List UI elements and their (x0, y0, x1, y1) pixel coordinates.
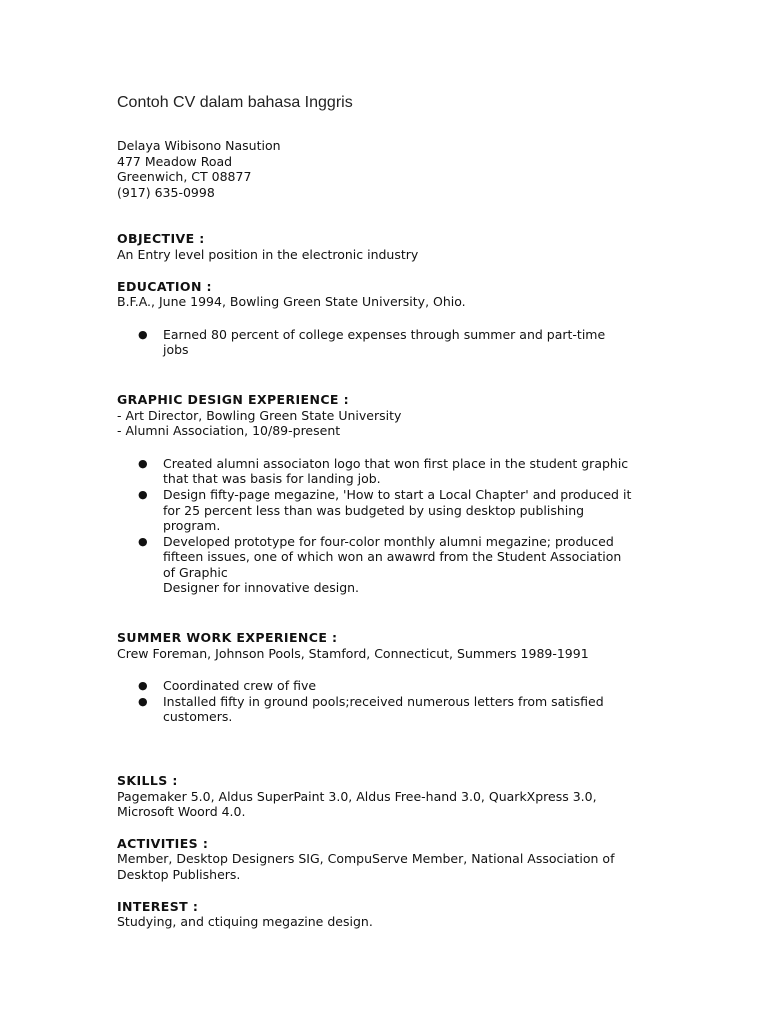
education-section (117, 279, 657, 358)
contact-block (117, 138, 657, 200)
list-item-line: Created alumni associaton logo that won first place in the student graphic (163, 455, 629, 471)
cv-document (117, 93, 657, 930)
list-item (138, 455, 657, 487)
list-item-line: for 25 percent less than was budgeted by using desktop publishing (163, 502, 585, 518)
bullet-icon: ● (138, 694, 148, 708)
summer-work-text: Crew Foreman, Johnson Pools, Stamford, Connecticut, Summers 1989-1991 (117, 645, 589, 661)
list-item-line: of Graphic (163, 564, 228, 580)
objective-heading: OBJECTIVE : (117, 231, 205, 247)
graphic-design-bullet-list (117, 456, 657, 596)
activities-line: Member, Desktop Designers SIG, CompuServe Member, National Association of (117, 851, 615, 867)
list-item (138, 486, 657, 534)
document-title: Contoh CV dalam bahasa Inggris (117, 94, 353, 111)
graphic-design-line: - Art Director, Bowling Green State University (117, 407, 402, 423)
bullet-icon: ● (138, 534, 148, 548)
contact-city: Greenwich, CT 08877 (117, 169, 252, 185)
summer-work-section (117, 630, 657, 725)
list-item (138, 326, 657, 358)
list-item-line: Earned 80 percent of college expenses through summer and part-time (163, 326, 606, 342)
skills-heading: SKILLS : (117, 773, 178, 789)
activities-heading: ACTIVITIES : (117, 835, 209, 851)
skills-line: Pagemaker 5.0, Aldus SuperPaint 3.0, Aldus Free-hand 3.0, QuarkXpress 3.0, (117, 788, 597, 804)
list-item-line: customers. (163, 709, 233, 725)
list-item-line: that that was basis for landing job. (163, 471, 381, 487)
objective-text: An Entry level position in the electronic industry (117, 246, 419, 262)
skills-section (117, 773, 657, 820)
contact-name: Delaya Wibisono Nasution (117, 138, 281, 153)
list-item-line: program. (163, 518, 221, 534)
list-item-line: fifteen issues, one of which won an awawrd from the Student Association (163, 549, 622, 565)
list-item-line: jobs (163, 342, 189, 358)
list-item-line: Coordinated crew of five (163, 678, 317, 694)
education-heading: EDUCATION : (117, 278, 212, 294)
bullet-icon: ● (138, 456, 148, 470)
bullet-icon: ● (138, 679, 148, 693)
graphic-design-line: - Alumni Association, 10/89-present (117, 423, 341, 439)
list-item-line: Designer for innovative design. (163, 580, 360, 596)
activities-line: Desktop Publishers. (117, 867, 241, 882)
interest-section (117, 899, 657, 930)
list-item (138, 533, 657, 596)
contact-street: 477 Meadow Road (117, 153, 233, 169)
bullet-icon: ● (138, 487, 148, 501)
bullet-icon: ● (138, 327, 148, 341)
list-item (138, 678, 657, 694)
education-bullet-list (117, 327, 657, 358)
list-item (138, 693, 657, 725)
graphic-design-heading: GRAPHIC DESIGN EXPERIENCE : (117, 391, 350, 407)
skills-line: Microsoft Woord 4.0. (117, 804, 246, 820)
summer-work-bullet-list (117, 678, 657, 725)
activities-section (117, 836, 657, 883)
objective-section (117, 231, 657, 262)
graphic-design-section (117, 392, 657, 596)
summer-work-heading: SUMMER WORK EXPERIENCE : (117, 630, 338, 646)
interest-heading: INTEREST : (117, 898, 199, 914)
list-item-line: Developed prototype for four-color monthly alumni megazine; produced (163, 533, 614, 549)
interest-text: Studying, and ctiquing megazine design. (117, 914, 373, 930)
list-item-line: Design fifty-page megazine, 'How to start a Local Chapter' and produced it (163, 486, 632, 502)
contact-phone: (917) 635-0998 (117, 184, 215, 200)
education-text: B.F.A., June 1994, Bowling Green State University, Ohio. (117, 294, 466, 310)
list-item-line: Installed fifty in ground pools;received numerous letters from satisfied (163, 693, 604, 709)
